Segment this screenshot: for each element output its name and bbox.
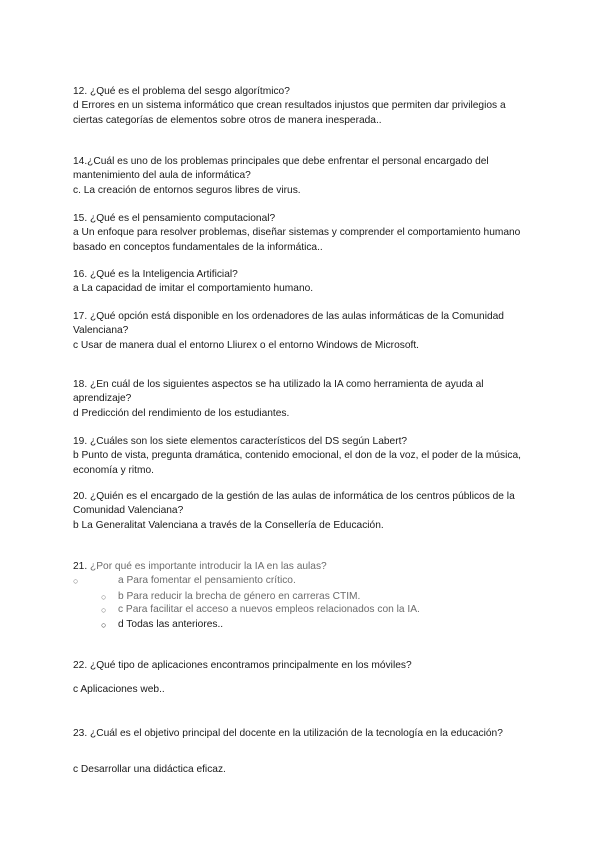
- question-17: [73, 310, 533, 353]
- option-a: a Para fomentar el pensamiento crítico.: [118, 575, 296, 586]
- question-12: [73, 85, 533, 128]
- circle-bullet-icon: ○: [101, 592, 107, 602]
- question-text: 16. ¿Qué es la Inteligencia Artificial?: [73, 269, 238, 280]
- question-text: 15. ¿Qué es el pensamiento computacional?: [73, 213, 276, 224]
- answer-text: b La Generalitat Valenciana a través de la Consellería de Educación.: [73, 519, 384, 531]
- circle-bullet-icon: ○: [101, 605, 107, 615]
- question-text: 22. ¿Qué tipo de aplicaciones encontramos principalmente en los móviles?: [73, 660, 412, 671]
- question-20: [73, 490, 533, 533]
- question-text: 20. ¿Quién es el encargado de la gestión de las aulas de informática de los centros públicos de la Comunidad Valenciana?: [73, 491, 515, 517]
- option-b: b Para reducir la brecha de género en carreras CTIM.: [118, 591, 361, 602]
- question-21: [73, 560, 533, 574]
- answer-text: d Errores en un sistema informático que crean resultados injustos que permiten dar privilegios a ciertas categorías de elementos sobre otros de manera inesperada..: [73, 100, 506, 126]
- question-19: [73, 435, 533, 478]
- answer-text: c Usar de manera dual el entorno Lliurex o el entorno Windows de Microsoft.: [73, 339, 419, 351]
- question-number: 21.: [73, 561, 88, 572]
- answer-text: c. La creación de entornos seguros libres de virus.: [73, 184, 301, 196]
- circle-bullet-icon: ○: [73, 576, 79, 586]
- option-d: d Todas las anteriores..: [118, 619, 224, 630]
- question-16: [73, 268, 533, 297]
- circle-bullet-icon: ○: [101, 620, 107, 630]
- question-15: [73, 212, 533, 255]
- answer-text: b Punto de vista, pregunta dramática, contenido emocional, el don de la voz, el poder de la música, economía y ritmo.: [73, 450, 521, 476]
- question-text: [73, 560, 533, 574]
- question-text: 12. ¿Qué es el problema del sesgo algorítmico?: [73, 86, 290, 97]
- question-text: 19. ¿Cuáles son los siete elementos característicos del DS según Labert?: [73, 436, 408, 447]
- question-text: 23. ¿Cuál es el objetivo principal del docente en la utilización de la tecnología en la educación?: [73, 728, 503, 739]
- question-23-answer: [73, 763, 533, 777]
- question-18: [73, 378, 533, 421]
- option-c: c Para facilitar el acceso a nuevos empleos relacionados con la IA.: [118, 604, 420, 615]
- answer-text: d Predicción del rendimiento de los estudiantes.: [73, 407, 290, 419]
- question-22-answer: [73, 683, 533, 697]
- question-text: 17. ¿Qué opción está disponible en los ordenadores de las aulas informáticas de la Comunidad Valenciana?: [73, 311, 504, 337]
- question-14: [73, 155, 533, 198]
- answer-text: a Un enfoque para resolver problemas, diseñar sistemas y comprender el comportamiento humano basado en conceptos fundamentales de la informática..: [73, 227, 521, 253]
- answer-text: c Desarrollar una didáctica eficaz.: [73, 764, 226, 775]
- answer-text: c Aplicaciones web..: [73, 684, 165, 695]
- question-text: 18. ¿En cuál de los siguientes aspectos se ha utilizado la IA como herramienta de ayuda al aprendizaje?: [73, 379, 484, 405]
- answer-text: a La capacidad de imitar el comportamiento humano.: [73, 283, 314, 295]
- question-23: [73, 727, 533, 741]
- question-body: ¿Por qué es importante introducir la IA en las aulas?: [90, 561, 327, 572]
- question-text: 14.¿Cuál es uno de los problemas principales que debe enfrentar el personal encargado del mantenimiento del aula de informática?: [73, 156, 489, 182]
- question-22: [73, 659, 533, 673]
